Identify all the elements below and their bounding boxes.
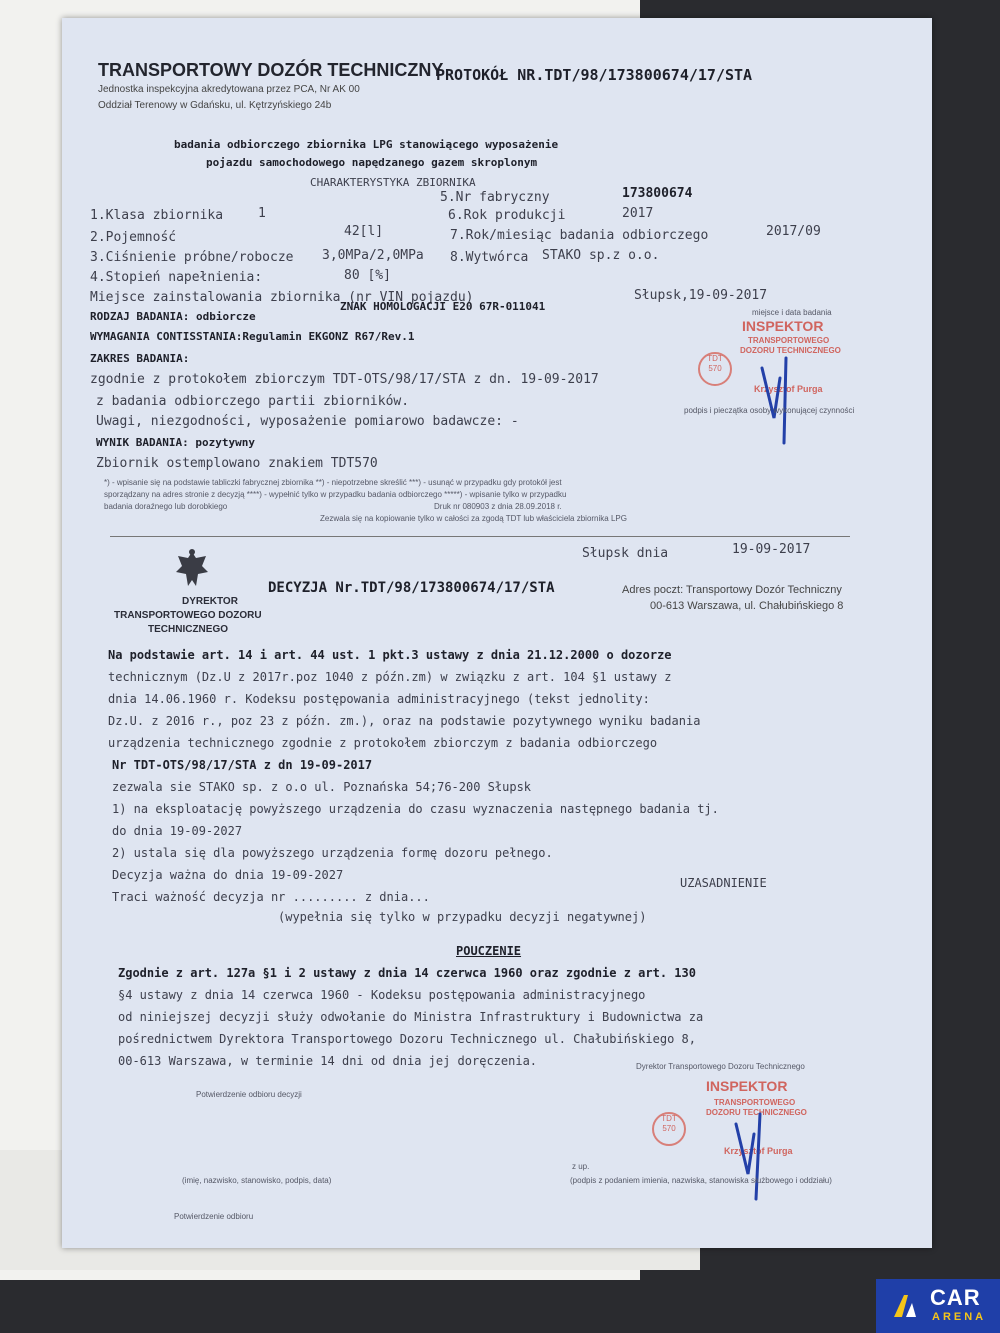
footer-inspector-name: Krzysztof Purga [724, 1146, 793, 1156]
decision-number: DECYZJA Nr.TDT/98/173800674/17/STA [268, 580, 555, 596]
org-name: TRANSPORTOWY DOZÓR TECHNICZNY [98, 60, 444, 80]
address-line-1: Adres poczt: Transportowy Dozór Techniczny [622, 584, 842, 596]
authority-line-3: TECHNICZNEGO [148, 624, 228, 635]
logo-brand: CAR [930, 1285, 981, 1310]
year-label: 6.Rok produkcji [448, 208, 566, 223]
stamp-mark: Zbiornik ostemplowano znakiem TDT570 [96, 456, 378, 471]
logo-brand-sub: ARENA [932, 1311, 987, 1323]
decision-body-8: 1) na eksploatację powyższego urządzenia do czasu wyznaczenia następnego badania tj. [112, 802, 719, 816]
car-arena-logo [876, 1279, 1000, 1333]
copy-note: Zezwala się na kopiowanie tylko w całości za zgodą TDT lub właściciela zbiornika LPG [320, 514, 627, 523]
decision-body-4: Dz.U. z 2016 r., poz 23 z późn. zm.), oraz na podstawie pozytywnego wyniku badania [108, 714, 701, 728]
director-caption: Dyrektor Transportowego Dozoru Technicznego [636, 1062, 805, 1071]
inspector-stamp-org-2: DOZORU TECHNICZNEGO [740, 346, 841, 355]
decision-body-11: Decyzja ważna do dnia 19-09-2027 [112, 868, 344, 882]
justification-label: UZASADNIENIE [680, 876, 767, 890]
inspector-stamp-title: INSPEKTOR [742, 318, 824, 334]
instruction-title: POUCZENIE [456, 944, 522, 958]
decision-body-9: do dnia 19-09-2027 [112, 824, 243, 838]
maker-label: 8.Wytwórca [450, 250, 529, 265]
fill-label: 4.Stopień napełnienia: [90, 270, 263, 285]
install-location: Miejsce zainstalowania zbiornika (nr VIN pojazdu) [90, 290, 474, 305]
class-label: 1.Klasa zbiornika [90, 208, 224, 223]
signature-1 [752, 348, 822, 448]
inspector-name: Krzysztof Purga [754, 384, 823, 394]
signature-2 [726, 1104, 796, 1204]
car-arena-mark-icon [890, 1291, 920, 1321]
instruction-line-1: Zgodnie z art. 127a §1 i 2 ustawy z dnia 14 czerwca 1960 oraz zgodnie z art. 130 [118, 966, 696, 980]
inspector-stamp-org-1: TRANSPORTOWEGO [748, 336, 830, 345]
decision-body-13: (wypełnia się tylko w przypadku decyzji negatywnej) [278, 910, 647, 924]
decision-body-7: zezwala sie STAKO sp. z o.o ul. Poznańska 54;76-200 Słupsk [112, 780, 532, 794]
pressure-label: 3.Ciśnienie próbne/robocze [90, 250, 294, 265]
instruction-line-5: 00-613 Warszawa, w terminie 14 dni od dnia jej doręczenia. [118, 1054, 538, 1068]
footnote-3: badania doraźnego lub dorobkiego [104, 502, 228, 511]
decision-body-3: dnia 14.06.1960 r. Kodeksu postępowania administracyjnego (tekst jednolity: [108, 692, 650, 706]
footer-stamp-org-1: TRANSPORTOWEGO [714, 1098, 796, 1107]
place-role-caption: miejsce i data badania [752, 308, 832, 317]
test-type: RODZAJ BADANIA: odbiorcze [90, 310, 256, 323]
org-branch: Oddział Terenowy w Gdańsku, ul. Kętrzyńskiego 24b [98, 100, 332, 111]
za-caption: z up. [572, 1162, 590, 1171]
sign-caption-1: podpis i pieczątka osoby wykonującej czynności [684, 406, 855, 415]
footer-inspector-title: INSPEKTOR [706, 1078, 788, 1094]
eagle-emblem-icon [172, 546, 212, 594]
footer-round-stamp: TDT 570 [652, 1112, 686, 1146]
footnote-2: sporządzany na adres stronie z decyzją ****) - wypełnić tylko w przypadku badania odbiorczego *****) - wpisanie tylko w przypadku [104, 490, 567, 499]
capacity-label: 2.Pojemność [90, 230, 177, 245]
footer-stamp-org-2: DOZORU TECHNICZNEGO [706, 1108, 807, 1117]
decision-place: Słupsk dnia [582, 546, 669, 561]
notes: Uwagi, niezgodności, wyposażenie pomiarowo badawcze: - [96, 414, 519, 429]
decision-body-1: Na podstawie art. 14 i art. 44 ust. 1 pkt.3 ustawy z dnia 21.12.2000 o dozorze [108, 648, 672, 662]
capacity-value: 42[l] [344, 224, 384, 239]
section-title: CHARAKTERYSTYKA ZBIORNIKA [310, 176, 476, 189]
test-date-label: 7.Rok/miesiąc badania odbiorczego [450, 228, 709, 243]
authority-line-2: TRANSPORTOWEGO DOZORU [114, 610, 262, 621]
inspector-round-stamp: TDT 570 [698, 352, 732, 386]
fill-value: 80 [%] [344, 268, 391, 283]
address-line-2: 00-613 Warszawa, ul. Chałubińskiego 8 [650, 600, 844, 612]
decision-body-5: urządzenia technicznego zgodnie z protokołem zbiorczym z badania odbiorczego [108, 736, 658, 750]
decision-body-10: 2) ustala się dla powyższego urządzenia formę dozoru pełnego. [112, 846, 553, 860]
scope-label: ZAKRES BADANIA: [90, 352, 190, 365]
maker-value: STAKO sp.z o.o. [542, 248, 660, 263]
instruction-line-4: pośrednictwem Dyrektora Transportowego Dozoru Technicznego ul. Chałubińskiego 8, [118, 1032, 696, 1046]
receipt-caption: Potwierdzenie odbioru decyzji [196, 1090, 302, 1099]
protocol-subject-2: pojazdu samochodowego napędzanego gazem skroplonym [206, 156, 538, 169]
official-caption: (podpis z podaniem imienia, nazwiska, stanowiska służbowego i oddziału) [570, 1176, 832, 1185]
requirements: WYMAGANIA CONTISSTANIA:Regulamin EKGONZ R67/Rev.1 [90, 330, 415, 343]
test-date-value: 2017/09 [766, 224, 821, 239]
document-page [62, 18, 932, 1248]
print-number: Druk nr 080903 z dnia 28.09.2018 r. [434, 502, 562, 511]
scope-line-1: zgodnie z protokołem zbiorczym TDT-OTS/98/17/STA z dn. 19-09-2017 [90, 372, 599, 387]
section-divider [110, 536, 850, 537]
decision-date: 19-09-2017 [732, 542, 811, 557]
decision-body-2: technicznym (Dz.U z 2017r.poz 1040 z późn.zm) w związku z art. 104 §1 ustawy z [108, 670, 672, 684]
year-value: 2017 [622, 206, 654, 221]
name-caption: (imię, nazwisko, stanowisko, podpis, data) [182, 1176, 332, 1185]
received-caption: Potwierdzenie odbioru [174, 1212, 254, 1221]
footnote-1: *) - wpisanie się na podstawie tabliczki fabrycznej zbiornika **) - niepotrzebne skreślić ***) - usunąć w przypadku gdy protokół jest [104, 478, 562, 487]
org-accreditation: Jednostka inspekcyjna akredytowana przez PCA, Nr AK 00 [98, 84, 360, 95]
authority-line-1: DYREKTOR [182, 596, 238, 607]
decision-body-6: Nr TDT-OTS/98/17/STA z dn 19-09-2017 [112, 758, 373, 772]
test-result: WYNIK BADANIA: pozytywny [96, 436, 255, 449]
instruction-line-3: od niniejszej decyzji służy odwołanie do Ministra Infrastruktury i Budownictwa za [118, 1010, 704, 1024]
serial-label: 5.Nr fabryczny [440, 190, 550, 205]
pressure-value: 3,0MPa/2,0MPa [322, 248, 424, 263]
instruction-line-2: §4 ustawy z dnia 14 czerwca 1960 - Kodeksu postępowania administracyjnego [118, 988, 646, 1002]
protocol-number: PROTOKÓŁ NR.TDT/98/173800674/17/STA [436, 66, 753, 84]
serial-value: 173800674 [622, 186, 693, 201]
class-value: 1 [258, 206, 266, 221]
place-date: Słupsk,19-09-2017 [634, 288, 768, 303]
scope-line-2: z badania odbiorczego partii zbiorników. [96, 394, 410, 409]
homologation-mark: ZNAK HOMOLOGACJI E20 67R-011041 [340, 300, 546, 313]
decision-body-12: Traci ważność decyzja nr ......... z dnia... [112, 890, 430, 904]
protocol-subject-1: badania odbiorczego zbiornika LPG stanowiącego wyposażenie [174, 138, 559, 151]
